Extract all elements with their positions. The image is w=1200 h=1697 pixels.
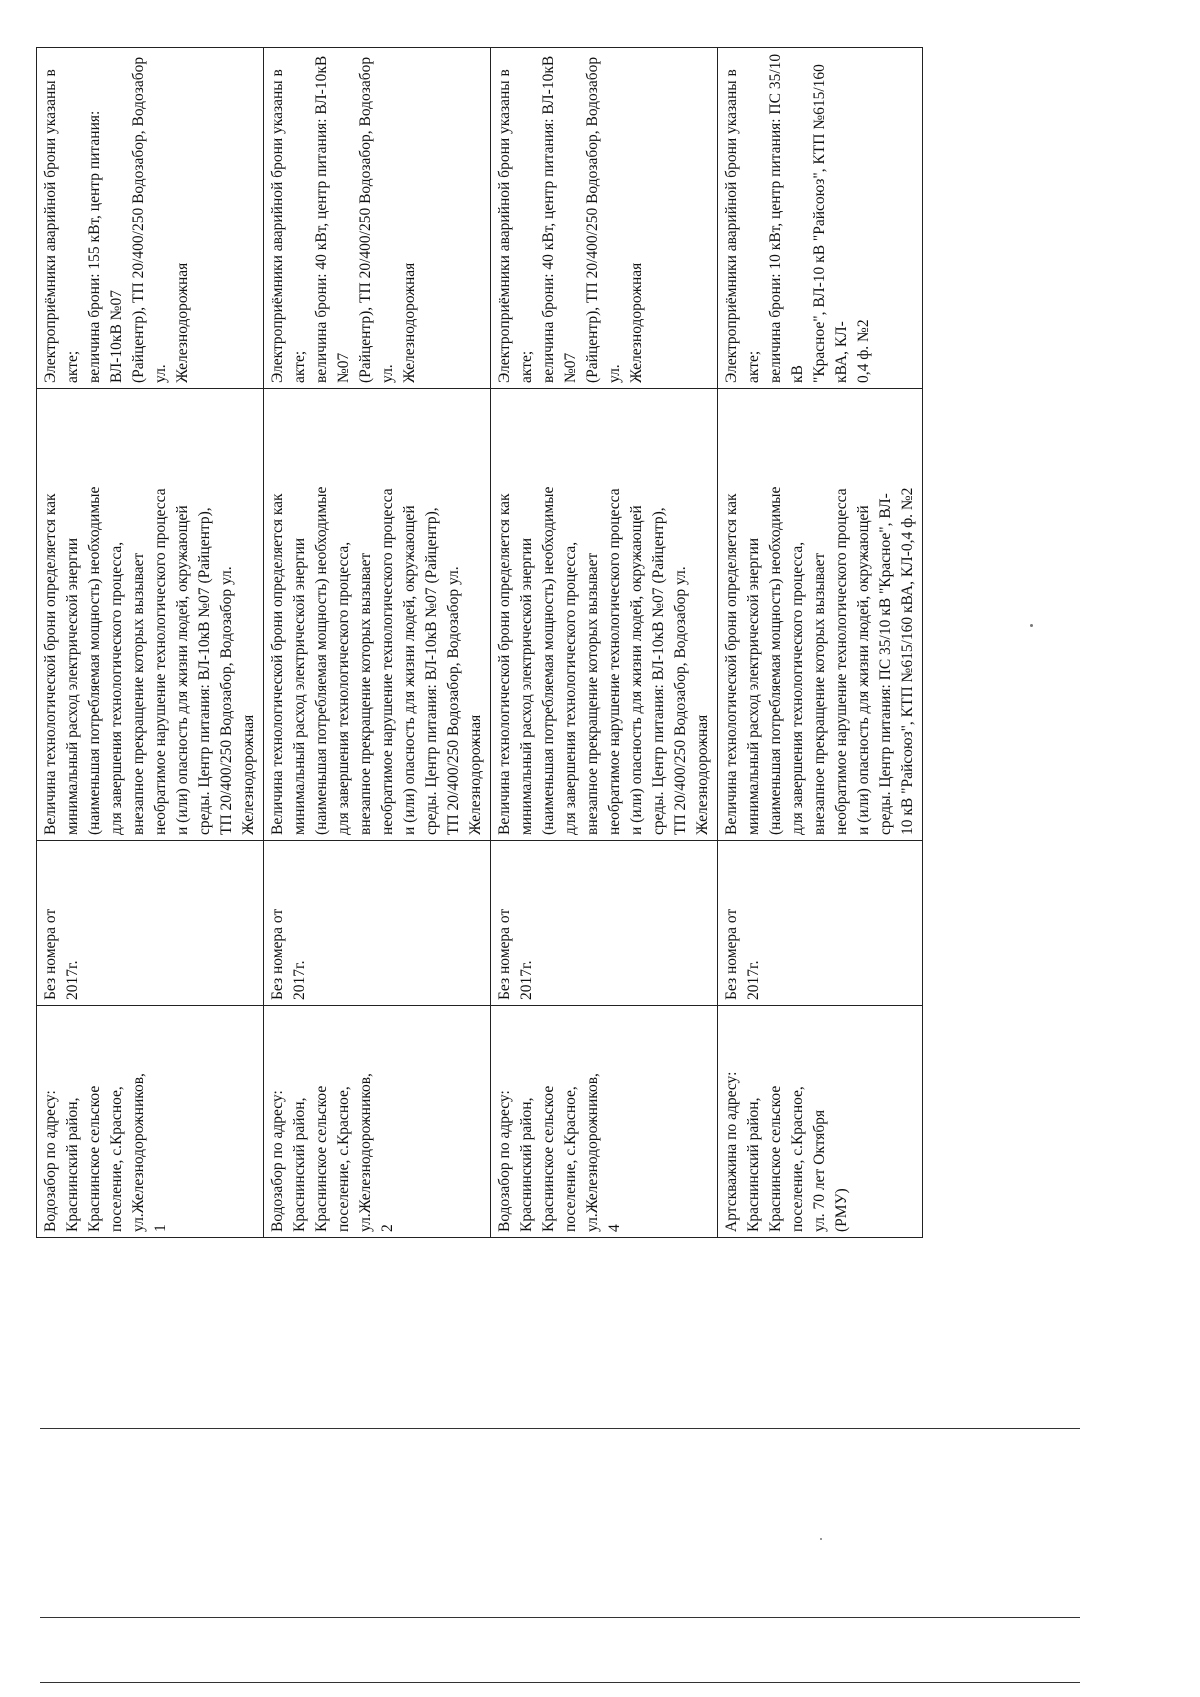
table-row — [491, 48, 718, 1238]
act-number-cell: Без номера от 2017г. — [264, 841, 491, 1006]
separator-line — [40, 1617, 1080, 1618]
table-row — [37, 48, 264, 1238]
separator-line — [40, 1682, 1080, 1683]
technological-reserve-cell: Величина технологической брони определяется как минимальный расход электрической энергии (наименьшая потребляемая мощность) необходимые для завершения технологического процесса, внезапное прекращение которых вызывает необратимое нарушение технологического процесса и (или) опасность для жизни людей, окружающей среды. Центр питания: ВЛ-10кВ №07 (Райцентр), ТП 20/400/250 Водозабор, Водозабор ул. Железнодорожная — [264, 389, 491, 841]
emergency-reserve-cell: Электроприёмники аварийной брони указаны в акте; величина брони: 40 кВт, центр питания: ВЛ-10кВ №07 (Райцентр), ТП 20/400/250 Водозабор, Водозабор ул. Железнодорожная — [491, 48, 718, 389]
technological-reserve-cell: Величина технологической брони определяется как минимальный расход электрической энергии (наименьшая потребляемая мощность) необходимые для завершения технологического процесса, внезапное прекращение которых вызывает необратимое нарушение технологического процесса и (или) опасность для жизни людей, окружающей среды. Центр питания: ВЛ-10кВ №07 (Райцентр), ТП 20/400/250 Водозабор, Водозабор ул. Железнодорожная — [37, 389, 264, 841]
table-row — [718, 48, 923, 1238]
act-number-cell: Без номера от 2017г. — [491, 841, 718, 1006]
scan-speck — [1030, 624, 1033, 627]
separator-line — [40, 1428, 1080, 1429]
object-address-cell: Водозабор по адресу: Краснинский район, Краснинское сельское поселение, с.Красное, ул.Железнодорожников, 4 — [491, 1006, 718, 1238]
act-number-cell: Без номера от 2017г. — [37, 841, 264, 1006]
technological-reserve-cell: Величина технологической брони определяется как минимальный расход электрической энергии (наименьшая потребляемая мощность) необходимые для завершения технологического процесса, внезапное прекращение которых вызывает необратимое нарушение технологического процесса и (или) опасность для жизни людей, окружающей среды. Центр питания: ПС 35/10 кВ "Красное", ВЛ- 10 кВ "Райсоюз", КТП №615/160 кВА, КЛ-0,4 ф. №2 — [718, 389, 923, 841]
reservation-table — [36, 47, 923, 1238]
scan-speck — [820, 1538, 822, 1540]
emergency-reserve-cell: Электроприёмники аварийной брони указаны в акте; величина брони: 10 кВт, центр питания: ПС 35/10 кВ "Красное", ВЛ-10 кВ "Райсоюз", КТП №615/160 кВА, КЛ- 0,4 ф. №2 — [718, 48, 923, 389]
rotated-table-frame — [36, 48, 916, 1238]
technological-reserve-cell: Величина технологической брони определяется как минимальный расход электрической энергии (наименьшая потребляемая мощность) необходимые для завершения технологического процесса, внезапное прекращение которых вызывает необратимое нарушение технологического процесса и (или) опасность для жизни людей, окружающей среды. Центр питания: ВЛ-10кВ №07 (Райцентр), ТП 20/400/250 Водозабор, Водозабор ул. Железнодорожная — [491, 389, 718, 841]
object-address-cell: Водозабор по адресу: Краснинский район, Краснинское сельское поселение, с.Красное, ул.Железнодорожников, 1 — [37, 1006, 264, 1238]
act-number-cell: Без номера от 2017г. — [718, 841, 923, 1006]
object-address-cell: Водозабор по адресу: Краснинский район, Краснинское сельское поселение, с.Красное, ул.Железнодорожников, 2 — [264, 1006, 491, 1238]
emergency-reserve-cell: Электроприёмники аварийной брони указаны в акте; величина брони: 155 кВт, центр питания: ВЛ-10кВ №07 (Райцентр), ТП 20/400/250 Водозабор, Водозабор ул. Железнодорожная — [37, 48, 264, 389]
table-row — [264, 48, 491, 1238]
emergency-reserve-cell: Электроприёмники аварийной брони указаны в акте; величина брони: 40 кВт, центр питания: ВЛ-10кВ №07 (Райцентр), ТП 20/400/250 Водозабор, Водозабор ул. Железнодорожная — [264, 48, 491, 389]
object-address-cell: Артскважина по адресу: Краснинский район, Краснинское сельское поселение, с.Красное, ул. 70 лет Октября (РМУ) — [718, 1006, 923, 1238]
